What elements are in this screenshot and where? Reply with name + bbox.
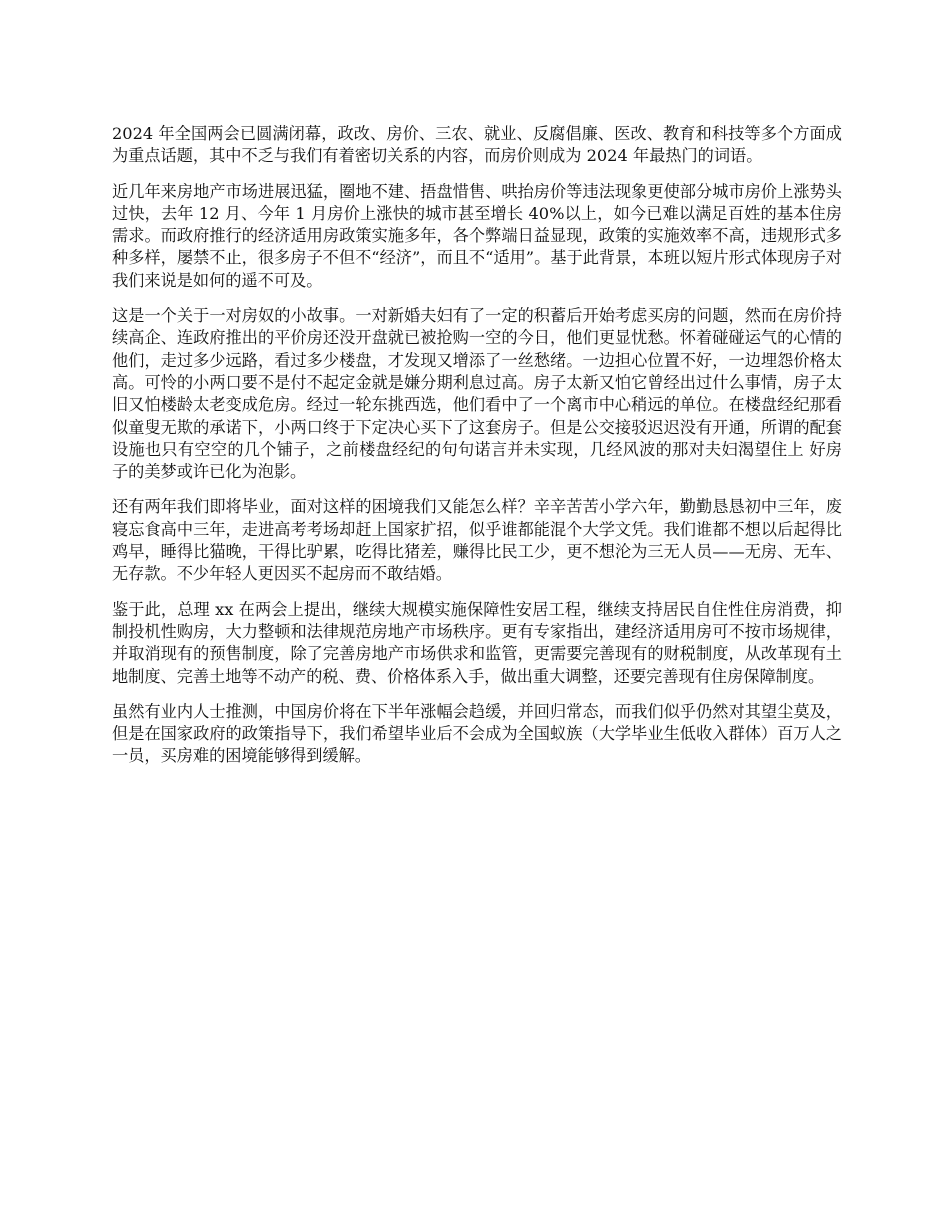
document-body xyxy=(112,123,842,781)
paragraph-6: 虽然有业内人士推测，中国房价将在下半年涨幅会趋缓，并回归常态，而我们似乎仍然对其望尘莫及，但是在国家政府的政策指导下，我们希望毕业后不会成为全国蚁族（大学毕业生低收入群体）百万人之一员，买房难的困境能够得到缓解。 xyxy=(112,701,842,766)
paragraph-4: 还有两年我们即将毕业，面对这样的困境我们又能怎么样？辛辛苦苦小学六年，勤勤恳恳初中三年，废寝忘食高中三年，走进高考考场却赶上国家扩招，似乎谁都能混个大学文凭。我们谁都不想以后起得比鸡早，睡得比猫晚，干得比驴累，吃得比猪差，赚得比民工少，更不想沦为三无人员——无房、无车、无存款。不少年轻人更因买不起房而不敢结婚。 xyxy=(112,497,842,584)
paragraph-5: 鉴于此，总理 xx 在两会上提出，继续大规模实施保障性安居工程，继续支持居民自住性住房消费，抑制投机性购房，大力整顿和法律规范房地产市场秩序。更有专家指出，建经济适用房可不按市场规律，并取消现有的预售制度，除了完善房地产市场供求和监管，更需要完善现有的财税制度，从改革现有土地制度、完善土地等不动产的税、费、价格体系入手，做出重大调整，还要完善现有住房保障制度。 xyxy=(112,599,842,686)
paragraph-2: 近几年来房地产市场进展迅猛，圈地不建、捂盘惜售、哄抬房价等违法现象更使部分城市房价上涨势头过快，去年 12 月、今年 1 月房价上涨快的城市甚至增长 40%以上，如今已难以满足百姓的基本住房需求。而政府推行的经济适用房政策实施多年，各个弊端日益显现，政策的实施效率不高，违规形式多种多样，屡禁不止，很多房子不但不“经济”，而且不“适用”。基于此背景，本班以短片形式体现房子对我们来说是如何的遥不可及。 xyxy=(112,181,842,290)
paragraph-1: 2024 年全国两会已圆满闭幕，政改、房价、三农、就业、反腐倡廉、医改、教育和科技等多个方面成为重点话题，其中不乏与我们有着密切关系的内容，而房价则成为 2024 年最热门的词语。 xyxy=(112,124,842,166)
paragraph-3: 这是一个关于一对房奴的小故事。一对新婚夫妇有了一定的积蓄后开始考虑买房的问题，然而在房价持续高企、连政府推出的平价房还没开盘就已被抢购一空的今日，他们更显忧愁。怀着碰碰运气的心情的他们，走过多少远路，看过多少楼盘，才发现又增添了一丝愁绪。一边担心位置不好，一边埋怨价格太高。可怜的小两口要不是付不起定金就是嫌分期利息过高。房子太新又怕它曾经出过什么事情，房子太旧又怕楼龄太老变成危房。经过一轮东挑西选，他们看中了一个离市中心稍远的单位。在楼盘经纪那看似童叟无欺的承诺下，小两口终于下定决心买下了这套房子。但是公交接驳迟迟没有开通，所谓的配套设施也只有空空的几个铺子，之前楼盘经纪的句句诺言并未实现，几经风波的那对夫妇渴望住上 好房子的美梦或许已化为泡影。 xyxy=(112,306,842,482)
